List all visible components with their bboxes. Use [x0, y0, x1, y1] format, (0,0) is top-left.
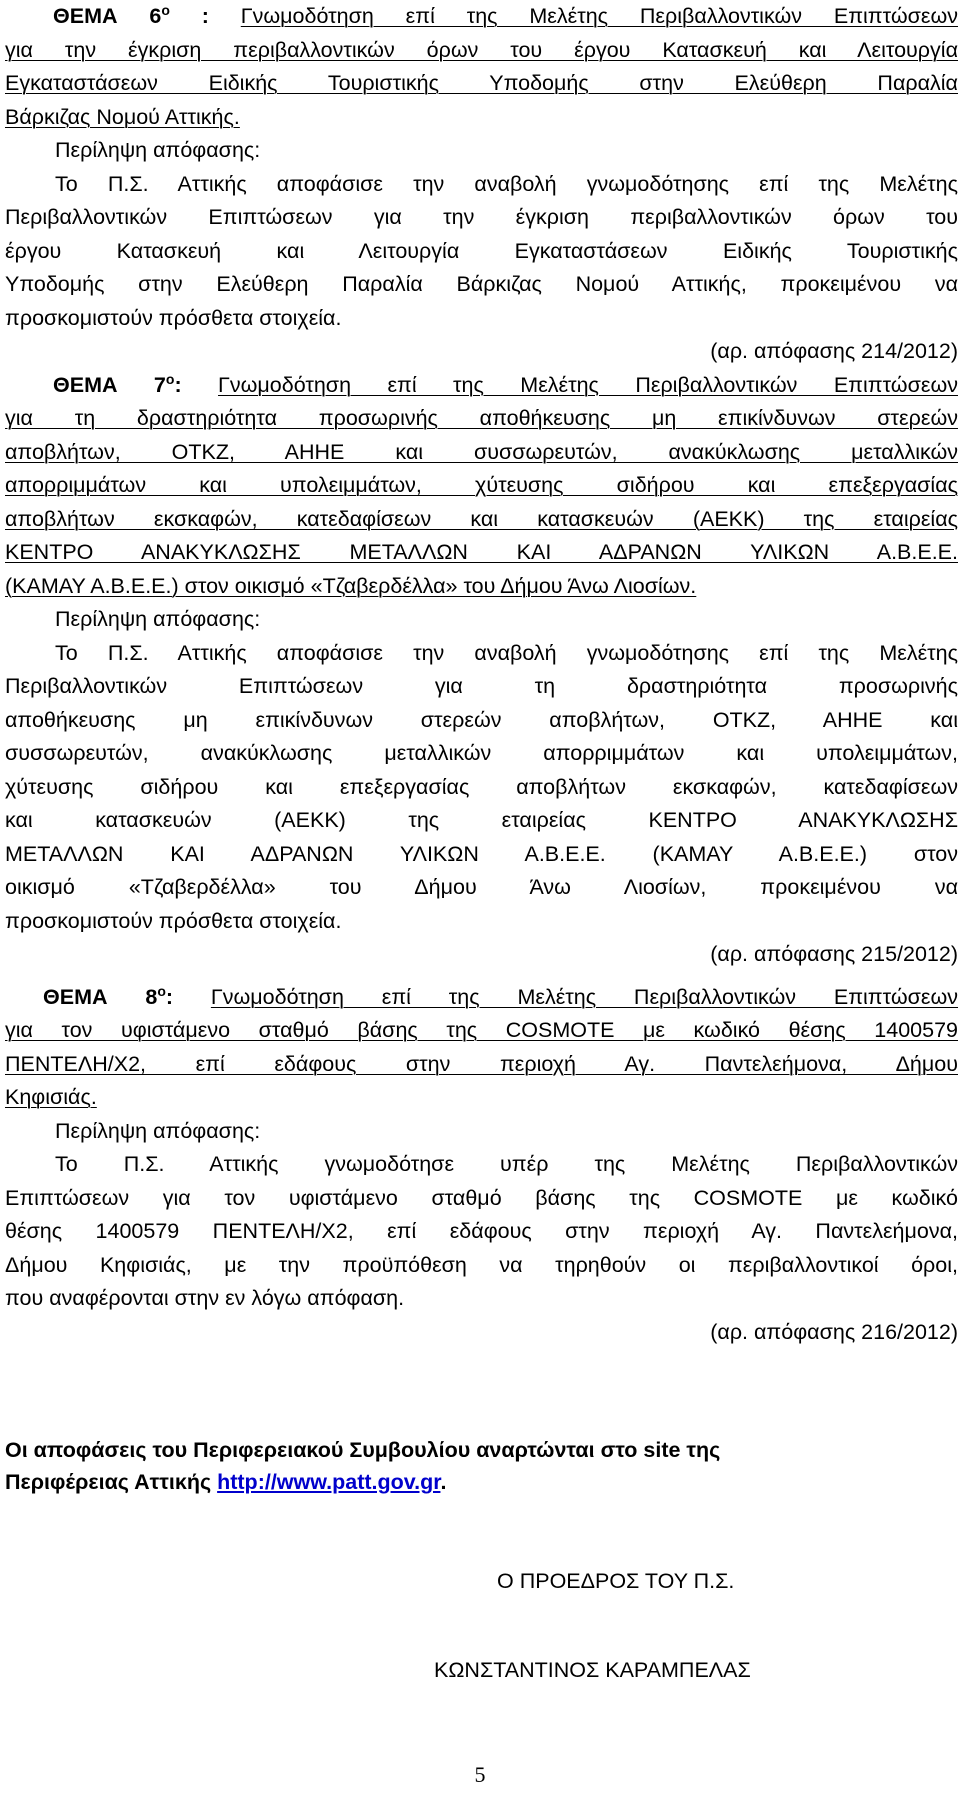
item-heading: [5, 369, 958, 403]
item-heading: [5, 981, 958, 1015]
item-label-text: ΘΕΜΑ 6: [53, 4, 162, 28]
summary-line: Υποδομής στην Ελεύθερη Παραλία Βάρκιζας Νομού Αττικής, προκειμένου να: [5, 272, 958, 296]
item-label-colon: :: [165, 984, 211, 1009]
item-label-text: ΘΕΜΑ 8: [43, 984, 158, 1009]
publication-note-line: Οι αποφάσεις του Περιφερειακού Συμβουλίου αναρτώνται στο site της: [5, 1438, 721, 1462]
item-label-sup: ο: [165, 370, 175, 387]
publication-note-line: [5, 1466, 958, 1498]
summary-line: Επιπτώσεων για τον υφιστάμενο σταθμό βάσης της COSMOTE με κωδικό: [5, 1185, 958, 1210]
summary-line: χύτευσης σιδήρου και επεξεργασίας αποβλήτων εκσκαφών, κατεδαφίσεων: [5, 774, 958, 799]
agenda-item-7: [5, 369, 958, 972]
summary-line: Δήμου Κηφισιάς, με την προϋπόθεση να τηρηθούν οι περιβαλλοντικοί όροι,: [5, 1252, 958, 1277]
publication-note: [5, 1434, 958, 1498]
agenda-item-8: [5, 981, 958, 1350]
summary-line: που αναφέρονται στην εν λόγω απόφαση.: [5, 1286, 405, 1310]
item-title-line: ΠΕΝΤΕΛΗ/Χ2, επί εδάφους στην περιοχή Αγ. Παντελεήμονα, Δήμου: [5, 1051, 958, 1076]
item-label: [43, 982, 211, 1009]
summary-line: Το Π.Σ. Αττικής γνωμοδότησε υπέρ της Μελέτης Περιβαλλοντικών: [55, 1152, 958, 1176]
signature-title: Ο ΠΡΟΕΔΡΟΣ ΤΟΥ Π.Σ.: [497, 1569, 735, 1593]
summary-line: θέσης 1400579 ΠΕΝΤΕΛΗ/Χ2, επί εδάφους στην περιοχή Αγ. Παντελεήμονα,: [5, 1219, 958, 1243]
item-heading: [5, 0, 958, 34]
item-label-colon: :: [169, 4, 241, 28]
decision-reference: (αρ. απόφασης 215/2012): [710, 942, 958, 966]
decision-reference: (αρ. απόφασης 214/2012): [710, 339, 958, 363]
summary-line: Περιβαλλοντικών Επιπτώσεων για την έγκριση περιβαλλοντικών όρων του: [5, 205, 958, 229]
item-title-line: Γνωμοδότηση επί της Μελέτης Περιβαλλοντικών Επιπτώσεων: [210, 984, 959, 1009]
summary-line: Το Π.Σ. Αττικής αποφάσισε την αναβολή γνωμοδότησης επί της Μελέτης: [55, 171, 958, 196]
summary-line: αποθήκευσης μη επικίνδυνων στερεών αποβλήτων, ΟΤΚΖ, ΑΗΗΕ και: [5, 707, 958, 732]
item-label-sup: ο: [161, 1, 170, 18]
item-title-line: Βάρκιζας Νομού Αττικής.: [5, 104, 240, 129]
summary-line: έργου Κατασκευή και Λειτουργία Εγκαταστάσεων Ειδικής Τουριστικής: [5, 238, 958, 263]
summary-line: οικισμό «Τζαβερδέλλα» του Δήμου Άνω Λιοσίων, προκειμένου να: [5, 875, 958, 899]
publication-note-prefix: Περιφέρειας Αττικής: [5, 1470, 218, 1494]
item-title-line: ΚΕΝΤΡΟ ΑΝΑΚΥΚΛΩΣΗΣ ΜΕΤΑΛΛΩΝ ΚΑΙ ΑΔΡΑΝΩΝ ΥΛΙΚΩΝ Α.Β.Ε.Ε.: [5, 540, 958, 564]
item-label-sup: ο: [157, 982, 166, 999]
item-label: [53, 370, 219, 397]
item-title-line: Κηφισιάς.: [5, 1085, 97, 1109]
summary-label: Περίληψη απόφασης:: [55, 138, 261, 162]
item-title-line: για την έγκριση περιβαλλοντικών όρων του έργου Κατασκευή και Λειτουργία: [5, 37, 958, 62]
signature-name: ΚΩΝΣΤΑΝΤΙΝΟΣ ΚΑΡΑΜΠΕΛΑΣ: [434, 1658, 751, 1682]
item-title-line: απορριμμάτων και υπολειμμάτων, χύτευσης σιδήρου και επεξεργασίας: [5, 473, 958, 497]
item-title-line: για τον υφιστάμενο σταθμό βάσης της COSMOTE με κωδικό θέσης 1400579: [5, 1018, 958, 1042]
summary-line: προσκομιστούν πρόσθετα στοιχεία.: [5, 908, 342, 933]
publication-note-suffix: .: [440, 1470, 447, 1494]
item-title-line: (ΚΑΜΑΥ Α.Β.Ε.Ε.) στον οικισμό «Τζαβερδέλλα» του Δήμου Άνω Λιοσίων.: [5, 573, 697, 598]
website-link[interactable]: http://www.patt.gov.gr: [217, 1470, 441, 1494]
item-title-line: Γνωμοδότηση επί της Μελέτης Περιβαλλοντικών Επιπτώσεων: [240, 4, 958, 28]
summary-label: Περίληψη απόφασης:: [55, 607, 261, 631]
summary-line: προσκομιστούν πρόσθετα στοιχεία.: [5, 305, 342, 330]
page-number: 5: [474, 1762, 486, 1787]
summary-line: συσσωρευτών, ανακύκλωσης μεταλλικών απορριμμάτων και υπολειμμάτων,: [5, 741, 958, 765]
summary-line: Περιβαλλοντικών Επιπτώσεων για τη δραστηριότητα προσωρινής: [5, 674, 958, 698]
item-title-line: αποβλήτων, ΟΤΚΖ, ΑΗΗΕ και συσσωρευτών, ανακύκλωσης μεταλλικών: [5, 439, 958, 464]
item-label-text: ΘΕΜΑ 7: [53, 372, 166, 397]
item-title-line: για τη δραστηριότητα προσωρινής αποθήκευσης μη επικίνδυνων στερεών: [5, 406, 958, 430]
decision-reference: (αρ. απόφασης 216/2012): [710, 1319, 958, 1344]
item-title-line: Εγκαταστάσεων Ειδικής Τουριστικής Υποδομής στην Ελεύθερη Παραλία: [5, 71, 958, 95]
summary-line: ΜΕΤΑΛΛΩΝ ΚΑΙ ΑΔΡΑΝΩΝ ΥΛΙΚΩΝ Α.Β.Ε.Ε. (ΚΑΜΑΥ Α.Β.Ε.Ε.) στον: [5, 841, 958, 866]
summary-label: Περίληψη απόφασης:: [55, 1118, 261, 1143]
summary-line: και κατασκευών (ΑΕΚΚ) της εταιρείας ΚΕΝΤΡΟ ΑΝΑΚΥΚΛΩΣΗΣ: [5, 808, 958, 832]
item-label-colon: :: [174, 372, 219, 397]
document-page: [5, 0, 958, 1498]
item-label: [53, 1, 241, 28]
item-title-line: Γνωμοδότηση επί της Μελέτης Περιβαλλοντικών Επιπτώσεων: [218, 372, 958, 397]
agenda-item-6: [5, 0, 958, 369]
item-title-line: αποβλήτων εκσκαφών, κατεδαφίσεων και κατασκευών (ΑΕΚΚ) της εταιρείας: [5, 506, 958, 531]
summary-line: Το Π.Σ. Αττικής αποφάσισε την αναβολή γνωμοδότησης επί της Μελέτης: [55, 640, 958, 665]
